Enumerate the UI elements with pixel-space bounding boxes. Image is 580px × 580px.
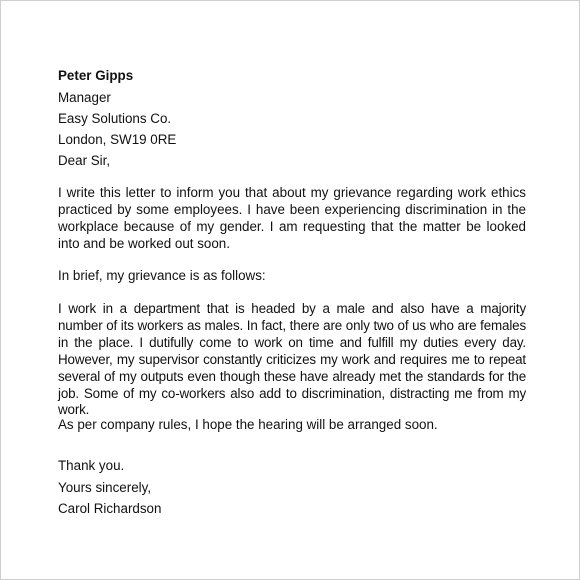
sender-title: Manager bbox=[58, 90, 111, 105]
paragraph-brief: In brief, my grievance is as follows: bbox=[58, 268, 266, 283]
sender-address: London, SW19 0RE bbox=[58, 132, 177, 147]
closing-signoff: Yours sincerely, bbox=[58, 480, 152, 495]
signature-name: Carol Richardson bbox=[58, 501, 162, 516]
paragraph-request: As per company rules, I hope the hearing will be arranged soon. bbox=[58, 417, 438, 432]
salutation: Dear Sir, bbox=[58, 153, 111, 168]
sender-name: Peter Gipps bbox=[58, 68, 134, 83]
paragraph-intro: I write this letter to inform you that about my grievance regarding work ethics practiced by some employees. I have been experiencing discrimination in the workplace because of my gender. I am requesting that the matter be looked into and be worked out soon. bbox=[58, 185, 526, 251]
sender-company: Easy Solutions Co. bbox=[58, 111, 172, 126]
closing-thanks: Thank you. bbox=[58, 458, 125, 473]
paragraph-details: I work in a department that is headed by a male and also have a majority number of its workers as males. In fact, there are only two of us who are females in the place. I dutifully come to work on time and fulfill my duties every day. However, my supervisor constantly criticizes my work and requires me to repeat several of my outputs even though these have already met the standards for the job. Some of my co-workers also add to discrimination, distracting me from my work. bbox=[58, 301, 526, 418]
